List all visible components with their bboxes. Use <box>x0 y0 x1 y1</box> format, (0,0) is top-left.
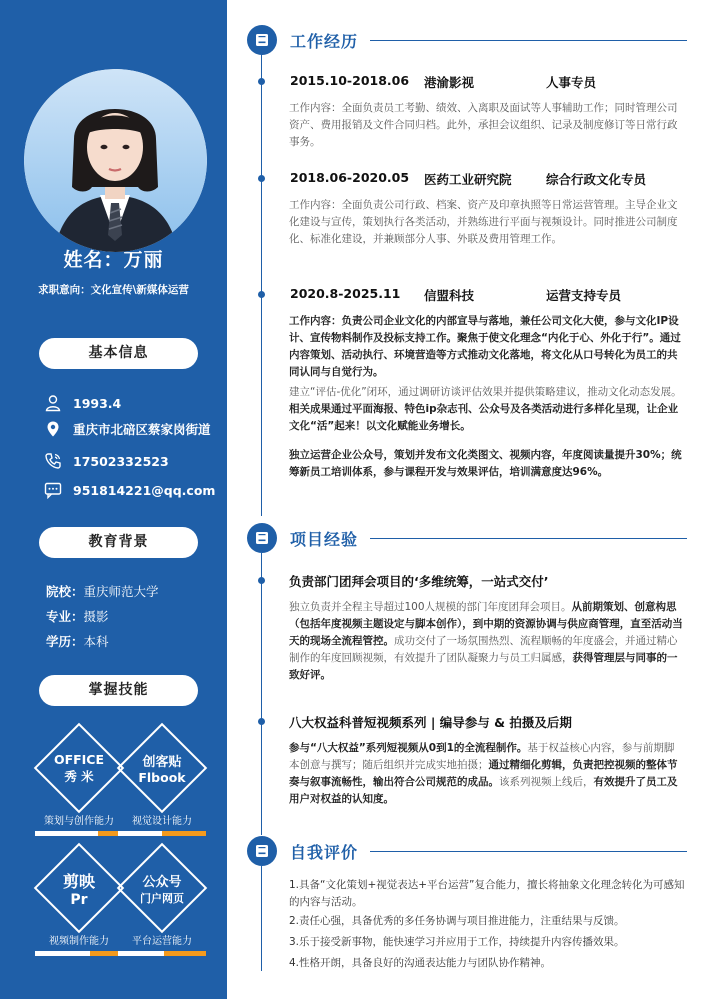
skill-caption: 视频制作能力 <box>49 936 109 947</box>
timeline-dot <box>258 718 265 725</box>
briefcase-icon <box>247 25 277 55</box>
skill-level-bar <box>118 951 206 956</box>
candidate-name: 姓名：万丽 <box>63 249 164 271</box>
section-divider <box>370 538 687 539</box>
timeline-dot <box>258 78 265 85</box>
job-3-outcomes: 相关成果通过平面海报、特色ip杂志刊、公众号及各类活动进行多样化呈现，让企业文化“活”起来！以文化赋能业务增长。 <box>289 403 679 432</box>
school-key: 院校： <box>46 584 84 599</box>
job-3-description: 工作内容：负责公司企业文化的内部宣导与落地，兼任公司文化大使，参与文化IP设计、宣传物料制作及投标支持工作。聚焦于使文化理念“内化于心、外化于行”。通过内容策划、活动执行、环境营造等方式推动文化落地，将文化从口号转化为员工的共同认同与自觉行为。 <box>289 315 681 378</box>
job-company: 港渝影视 <box>424 75 475 90</box>
phone-value: 17502332523 <box>73 453 169 469</box>
location-pin-icon <box>43 419 63 439</box>
phone-icon <box>43 451 63 471</box>
section-divider <box>370 40 687 41</box>
skill-level-bar <box>35 831 123 836</box>
education-major-row <box>46 607 109 625</box>
skills-heading: 掌握技能 <box>39 675 198 706</box>
skill-caption: 平台运营能力 <box>132 936 192 947</box>
job-role: 运营支持专员 <box>546 288 622 303</box>
profile-photo <box>24 69 207 252</box>
info-birth-row <box>43 393 121 413</box>
job-period: 2018.06-2020.05 <box>290 170 410 185</box>
major-value: 摄影 <box>83 609 109 624</box>
birth-value: 1993.4 <box>73 395 122 411</box>
job-role: 人事专员 <box>546 75 597 90</box>
projects-section-header <box>247 523 687 553</box>
briefcase-icon <box>247 523 277 553</box>
briefcase-icon <box>247 836 277 866</box>
work-section-title: 工作经历 <box>290 31 359 51</box>
education-heading: 教育背景 <box>39 527 198 558</box>
skill-level-bar <box>118 831 206 836</box>
sidebar <box>0 0 227 999</box>
degree-value: 本科 <box>83 634 109 649</box>
person-icon <box>43 393 63 413</box>
info-address-row <box>43 419 211 439</box>
skill-name-line1: 创客贴 <box>142 755 182 770</box>
job-1-description: 工作内容：全面负责员工考勤、绩效、入离职及面试等人事辅助工作；同时管理公司资产、费用报销及文件合同归档。此外，承担会议组织、记录及制度修订等日常行政事务。 <box>289 102 678 148</box>
skill-name-line2: 秀 米 <box>64 768 94 784</box>
timeline-line <box>261 553 262 835</box>
skill-name-line2: 门户网页 <box>140 891 184 905</box>
job-3-wechat-training: 独立运营企业公众号，策划并发布文化类图文、视频内容，年度阅读量提升30%；统筹新员工培训体系，参与课程开发与效果评估，培训满意度达96%。 <box>289 449 682 478</box>
projects-section-title: 项目经验 <box>290 529 359 549</box>
timeline-line <box>261 53 262 516</box>
timeline-dot <box>258 175 265 182</box>
evaluation-section-header <box>247 836 687 866</box>
skill-name-line2: Flbook <box>138 770 186 785</box>
section-divider <box>370 851 687 852</box>
skill-office-xiumi <box>34 736 124 846</box>
project-2-title: 八大权益科普短视频系列 | 编导参与 & 拍摄及后期 <box>289 715 572 730</box>
project-1-description: 独立负责并全程主导超过100人规模的部门年度团拜会项目。从前期策划、创意构思（包括年度视频主题设定与脚本创作），到中期的资源协调与供应商管理，直至活动当天的现场全流程管控。成功交付了一场氛围热烈、流程顺畅的年度盛会，并通过精心制作的年度回顾视频，有效提升了团队凝聚力与员工归属感，获得管理层与同事的一致好评。 <box>289 601 683 681</box>
work-section-header <box>247 25 687 55</box>
major-key: 专业： <box>46 609 84 624</box>
project-1-title: 负责部门团拜会项目的‘多维统筹，一站式交付’ <box>289 574 549 589</box>
info-phone-row <box>43 451 169 471</box>
timeline-dot <box>258 291 265 298</box>
job-period: 2015.10-2018.06 <box>290 73 410 88</box>
skill-caption: 视觉设计能力 <box>132 816 192 827</box>
skill-jianying-pr <box>34 856 124 966</box>
education-school-row <box>46 582 159 600</box>
evaluation-item-4: 4.性格开朗，具备良好的沟通表达能力与团队协作精神。 <box>289 957 552 969</box>
job-3-loop-note: 建立“评估-优化”闭环，通过调研访谈评估效果并提供策略建议，推动文化动态发展。 <box>289 386 682 398</box>
skill-caption: 策划与创作能力 <box>44 816 114 827</box>
job-period: 2020.8-2025.11 <box>290 286 401 301</box>
job-intent: 求职意向：文化宣传\新媒体运营 <box>38 284 189 296</box>
skill-name-line2: Pr <box>70 891 88 908</box>
timeline-dot <box>258 577 265 584</box>
skill-chuangketie-flbook <box>117 736 207 846</box>
skill-wechat-portal <box>117 856 207 966</box>
evaluation-item-1: 1.具备“文化策划+视觉表达+平台运营”复合能力，擅长将抽象文化理念转化为可感知的内容与活动。 <box>289 879 685 908</box>
evaluation-item-3: 3.乐于接受新事物，能快速学习并应用于工作，持续提升内容传播效果。 <box>289 936 625 948</box>
email-value: 951814221@qq.com <box>73 482 216 498</box>
job-2-description: 工作内容：全面负责公司行政、档案、资产及印章执照等日常运营管理。主导企业文化建设与宣传，策划执行各类活动，并熟练进行平面与视频设计。同时推进公司制度化、标准化建设，并兼顾部分人事、外联及费用管理工作。 <box>289 199 678 245</box>
degree-key: 学历： <box>46 634 84 649</box>
evaluation-item-2: 2.责任心强，具备优秀的多任务协调与项目推进能力，注重结果与反馈。 <box>289 915 625 927</box>
school-value: 重庆师范大学 <box>83 584 159 599</box>
basic-info-heading: 基本信息 <box>39 338 198 369</box>
skill-level-bar <box>35 951 123 956</box>
chat-icon <box>43 480 63 500</box>
job-company: 医药工业研究院 <box>424 172 512 187</box>
job-company: 信盟科技 <box>424 288 475 303</box>
education-degree-row <box>46 632 109 650</box>
job-role: 综合行政文化专员 <box>546 172 647 187</box>
project-2-description: 参与“八大权益”系列短视频从0到1的全流程制作。基于权益核心内容，参与前期脚本创意与撰写；随后组织并完成实地拍摄；通过精细化剪辑，负责把控视频的整体节奏与叙事流畅性，输出符合公司规范的成品。该系列视频上线后，有效提升了员工及用户对权益的认知度。 <box>289 742 678 805</box>
skill-name-line1: OFFICE <box>53 751 105 767</box>
address-value: 重庆市北碚区蔡家岗街道 <box>73 422 211 437</box>
skill-name-line1: 剪映 <box>62 871 95 891</box>
timeline-line <box>261 866 262 971</box>
info-email-row <box>43 480 215 500</box>
skill-name-line1: 公众号 <box>142 874 182 890</box>
evaluation-section-title: 自我评价 <box>290 842 359 862</box>
